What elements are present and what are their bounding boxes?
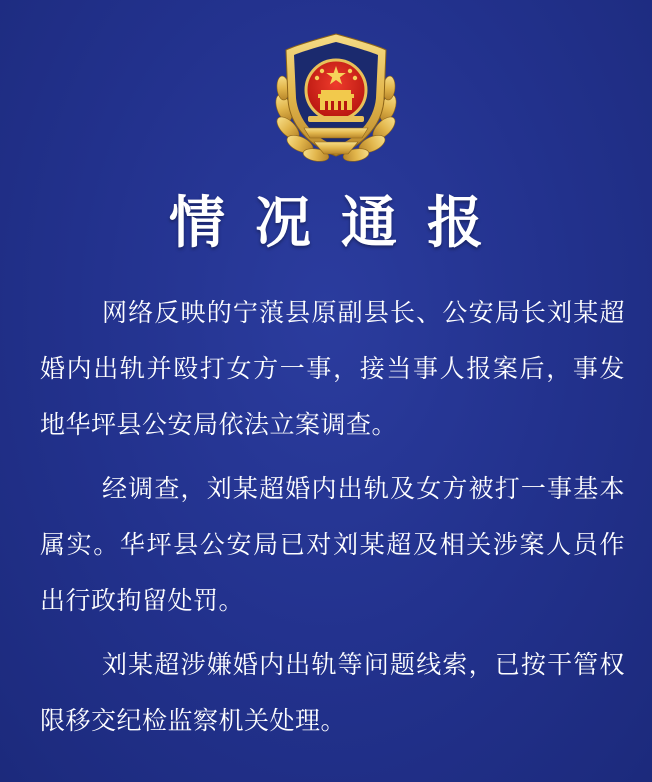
notice-paragraph-1: 网络反映的宁蒗县原副县长、公安局长刘某超婚内出轨并殴打女方一事，接当事人报案后，事发地华坪县公安局依法立案调查。: [40, 298, 625, 439]
notice-paragraph-3: 刘某超涉嫌婚内出轨等问题线索，已按干管权限移交纪检监察机关处理。: [40, 650, 625, 735]
notice-title: 情况通报: [169, 190, 513, 256]
notice-paragraph-2: 经调查，刘某超婚内出轨及女方被打一事基本属实。华坪县公安局已对刘某超及相关涉案人员作出行政拘留处罚。: [40, 474, 625, 615]
police-emblem-icon: [270, 30, 402, 170]
notice-body: [40, 285, 625, 757]
